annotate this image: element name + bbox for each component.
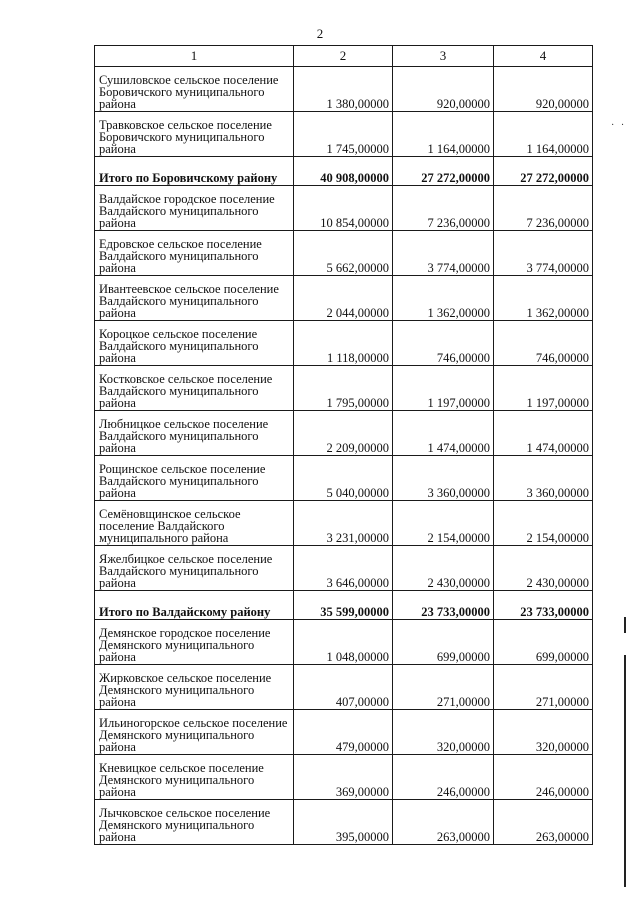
table-row bbox=[95, 755, 593, 800]
table-row bbox=[95, 800, 593, 845]
settlement-name-cell: Сушиловское сельское поселение Боровичского муниципального района bbox=[95, 67, 294, 112]
value-col-2-cell: 395,00000 bbox=[294, 800, 393, 845]
settlement-name-cell: Демянское городское поселение Демянского муниципального района bbox=[95, 620, 294, 665]
value-col-3-cell: 699,00000 bbox=[393, 620, 494, 665]
value-col-2-cell: 1 380,00000 bbox=[294, 67, 393, 112]
value-col-2-cell: 1 118,00000 bbox=[294, 321, 393, 366]
column-header-3: 3 bbox=[393, 46, 494, 67]
column-header-4: 4 bbox=[494, 46, 593, 67]
value-col-2-cell: 1 795,00000 bbox=[294, 366, 393, 411]
column-header-2: 2 bbox=[294, 46, 393, 67]
value-col-2-cell: 369,00000 bbox=[294, 755, 393, 800]
margin-mark-dots: · · bbox=[611, 120, 627, 131]
value-col-4-cell: 1 164,00000 bbox=[494, 112, 593, 157]
settlement-name-cell: Лычковское сельское поселение Демянского муниципального района bbox=[95, 800, 294, 845]
table-row bbox=[95, 112, 593, 157]
value-col-3-cell: 3 360,00000 bbox=[393, 456, 494, 501]
settlement-name-cell: Едровское сельское поселение Валдайского муниципального района bbox=[95, 231, 294, 276]
table-row bbox=[95, 186, 593, 231]
value-col-4-cell: 263,00000 bbox=[494, 800, 593, 845]
value-col-3-cell: 1 164,00000 bbox=[393, 112, 494, 157]
value-col-4-cell: 1 197,00000 bbox=[494, 366, 593, 411]
value-col-4-cell: 2 154,00000 bbox=[494, 501, 593, 546]
value-col-3-cell: 320,00000 bbox=[393, 710, 494, 755]
value-col-2-cell: 3 646,00000 bbox=[294, 546, 393, 591]
settlement-name-cell: Итого по Боровичскому району bbox=[95, 157, 294, 186]
value-col-3-cell: 263,00000 bbox=[393, 800, 494, 845]
value-col-3-cell: 27 272,00000 bbox=[393, 157, 494, 186]
table-row bbox=[95, 456, 593, 501]
table-row bbox=[95, 231, 593, 276]
value-col-3-cell: 1 362,00000 bbox=[393, 276, 494, 321]
table-row bbox=[95, 276, 593, 321]
table-row bbox=[95, 546, 593, 591]
value-col-4-cell: 320,00000 bbox=[494, 710, 593, 755]
value-col-4-cell: 246,00000 bbox=[494, 755, 593, 800]
value-col-3-cell: 2 154,00000 bbox=[393, 501, 494, 546]
settlement-name-cell: Ильиногорское сельское поселение Демянского муниципального района bbox=[95, 710, 294, 755]
table-row bbox=[95, 321, 593, 366]
table-row bbox=[95, 665, 593, 710]
value-col-2-cell: 3 231,00000 bbox=[294, 501, 393, 546]
column-header-1: 1 bbox=[95, 46, 294, 67]
value-col-4-cell: 3 360,00000 bbox=[494, 456, 593, 501]
settlement-name-cell: Ивантеевское сельское поселение Валдайского муниципального района bbox=[95, 276, 294, 321]
settlement-name-cell: Яжелбицкое сельское поселение Валдайского муниципального района bbox=[95, 546, 294, 591]
table-row bbox=[95, 710, 593, 755]
settlement-name-cell: Итого по Валдайскому району bbox=[95, 591, 294, 620]
value-col-3-cell: 23 733,00000 bbox=[393, 591, 494, 620]
table-row bbox=[95, 411, 593, 456]
table-row bbox=[95, 67, 593, 112]
value-col-4-cell: 746,00000 bbox=[494, 321, 593, 366]
value-col-2-cell: 2 044,00000 bbox=[294, 276, 393, 321]
settlement-name-cell: Кневицкое сельское поселение Демянского муниципального района bbox=[95, 755, 294, 800]
value-col-2-cell: 407,00000 bbox=[294, 665, 393, 710]
allocation-table bbox=[94, 45, 593, 845]
margin-mark-tick bbox=[624, 617, 626, 633]
value-col-2-cell: 5 662,00000 bbox=[294, 231, 393, 276]
table-row bbox=[95, 366, 593, 411]
table-body bbox=[95, 67, 593, 845]
value-col-4-cell: 7 236,00000 bbox=[494, 186, 593, 231]
value-col-2-cell: 40 908,00000 bbox=[294, 157, 393, 186]
page-number: 2 bbox=[316, 26, 324, 41]
value-col-2-cell: 1 745,00000 bbox=[294, 112, 393, 157]
settlement-name-cell: Валдайское городское поселение Валдайского муниципального района bbox=[95, 186, 294, 231]
settlement-name-cell: Костковское сельское поселение Валдайского муниципального района bbox=[95, 366, 294, 411]
value-col-2-cell: 2 209,00000 bbox=[294, 411, 393, 456]
table-row bbox=[95, 620, 593, 665]
value-col-2-cell: 1 048,00000 bbox=[294, 620, 393, 665]
settlement-name-cell: Любницкое сельское поселение Валдайского муниципального района bbox=[95, 411, 294, 456]
settlement-name-cell: Короцкое сельское поселение Валдайского муниципального района bbox=[95, 321, 294, 366]
value-col-2-cell: 479,00000 bbox=[294, 710, 393, 755]
settlement-name-cell: Рощинское сельское поселение Валдайского муниципального района bbox=[95, 456, 294, 501]
total-row bbox=[95, 157, 593, 186]
value-col-3-cell: 246,00000 bbox=[393, 755, 494, 800]
value-col-3-cell: 1 197,00000 bbox=[393, 366, 494, 411]
value-col-4-cell: 27 272,00000 bbox=[494, 157, 593, 186]
value-col-4-cell: 1 362,00000 bbox=[494, 276, 593, 321]
value-col-3-cell: 7 236,00000 bbox=[393, 186, 494, 231]
value-col-3-cell: 920,00000 bbox=[393, 67, 494, 112]
value-col-4-cell: 920,00000 bbox=[494, 67, 593, 112]
value-col-4-cell: 2 430,00000 bbox=[494, 546, 593, 591]
total-row bbox=[95, 591, 593, 620]
value-col-3-cell: 271,00000 bbox=[393, 665, 494, 710]
value-col-4-cell: 271,00000 bbox=[494, 665, 593, 710]
value-col-3-cell: 746,00000 bbox=[393, 321, 494, 366]
value-col-3-cell: 1 474,00000 bbox=[393, 411, 494, 456]
settlement-name-cell: Семёновщинское сельское поселение Валдайского муниципального района bbox=[95, 501, 294, 546]
value-col-2-cell: 5 040,00000 bbox=[294, 456, 393, 501]
value-col-3-cell: 2 430,00000 bbox=[393, 546, 494, 591]
settlement-name-cell: Травковское сельское поселение Боровичского муниципального района bbox=[95, 112, 294, 157]
column-number-header bbox=[95, 46, 593, 67]
value-col-4-cell: 3 774,00000 bbox=[494, 231, 593, 276]
settlement-name-cell: Жирковское сельское поселение Демянского муниципального района bbox=[95, 665, 294, 710]
value-col-4-cell: 23 733,00000 bbox=[494, 591, 593, 620]
value-col-2-cell: 10 854,00000 bbox=[294, 186, 393, 231]
value-col-4-cell: 1 474,00000 bbox=[494, 411, 593, 456]
margin-mark-bar bbox=[624, 655, 626, 887]
value-col-3-cell: 3 774,00000 bbox=[393, 231, 494, 276]
value-col-2-cell: 35 599,00000 bbox=[294, 591, 393, 620]
table-row bbox=[95, 501, 593, 546]
value-col-4-cell: 699,00000 bbox=[494, 620, 593, 665]
